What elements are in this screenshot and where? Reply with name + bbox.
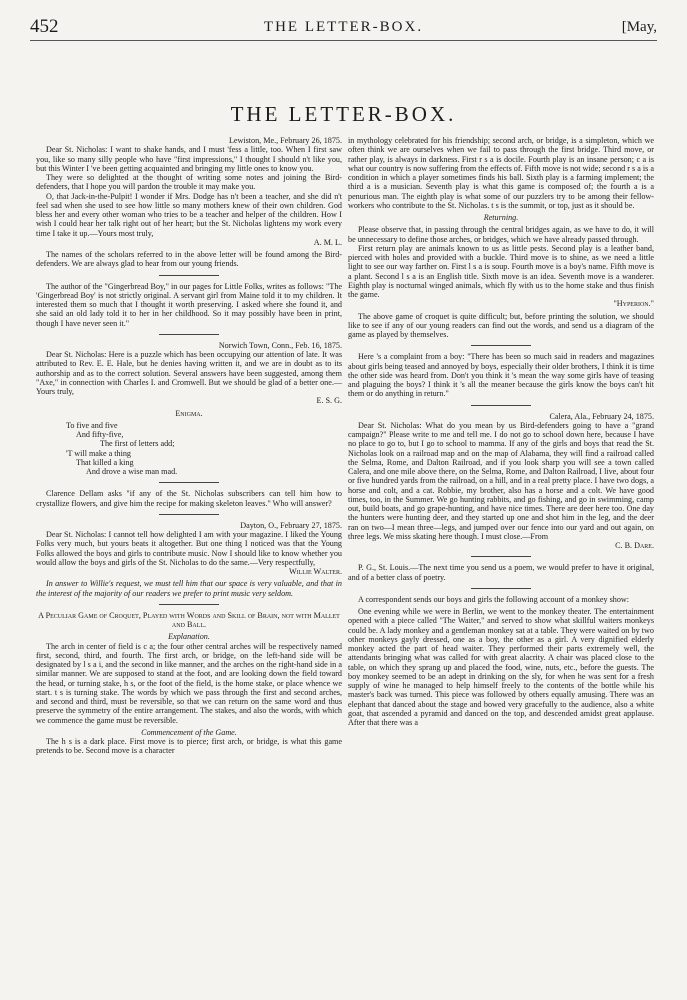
left-column: [36, 136, 342, 756]
separator-rule: [471, 345, 531, 346]
paragraph: P. G., St. Louis.—The next time you send us a poem, we would prefer to have it original, and of a better class of poetry.: [348, 563, 654, 582]
poem-line: To five and five: [66, 420, 118, 430]
letter-signature: "Hyperion.": [613, 299, 654, 309]
right-column: [348, 136, 654, 727]
separator-rule: [471, 405, 531, 406]
paragraph: Dear St. Nicholas: What do you mean by us Bird-defenders going to have a "grand campaign?" Please write to me and tell me. I do not go to school down here, because I have no place to go to, but I go to school to mamma. If any of the girls and boys that read the St. Nicholas look on a railroad map and on the map of Alabama, they will find a railroad called the Selma, Rome, and Dalton Railroad, and if you look sharp you will see a town called Calera, and one mile above there, on the Selma, Rome, and Dalton Railroad, I live, about four or five hundred yards from the railroad, on a hill, and in a real pretty place. I have two dogs, a horse and colt, and a cat. Robbie, my brother, also has a horse and a colt. We have good times, too, in the Summer. We go hunting rabbits, and go fishing, and go in swimming, camp out, build boats, and go grape-hunting, and have nice times. There are deer here too. One day the hunters were hunting deer, and they started up one and shot him in the leg, and the deer ran on two—I mean three—legs, and jumped over our fence into our yard and out again, on three legs. We miss skating here though. I must close.—From: [348, 420, 654, 541]
separator-rule: [471, 588, 531, 589]
paragraph: First return play are animals known to us as little pests. Second play is a leather band, pierced with holes and provided with a buckle. Third move is to shine, as we need a little light to see our way farther on. First l s a is soup. Fourth move is a boy's name. Fifth move is a plant. Second l s a is an English title. Sixth move is an idea. Seventh move is a wanderer. Eighth play is nocturnal winged animals, which fly with us to the home stake and thus finish the game.: [348, 243, 654, 299]
separator-rule: [159, 604, 219, 605]
paragraph: The arch in center of field is c a; the four other central arches will be respectively named first, second, third, and fourth. The first arch, or bridge, on the left-hand side will be designated by l s a i, and the second in like manner, and the arches on the right-hand side in a similar manner. We are supposed to stand at the foot, and are looking down the field toward the head, or turning stake, h s, or the foot of the field, is the home stake, or place whence we start. t s is turning stake. The words by which we pass through the first and second arches, and second and third, must be reversible, so that we can return on the same word and thus preserve the symmetry of the entire arrangement. The stakes, and also the words, with which we commence the game must be reversible.: [36, 641, 342, 725]
poem-line: The first of letters add;: [100, 439, 175, 449]
paragraph: Here 's a complaint from a boy: "There has been so much said in readers and magazines about girls being teased and annoyed by boys, especially their older brothers, I think it is time the other side was heard from. Don't you think it 's mean the way some girls have of teasing and plaguing the boys? I think it 's all the meaner because the girls know the boys can't hit them or do anything in return.": [348, 352, 654, 399]
running-header: [30, 14, 657, 41]
subheading: Returning.: [483, 213, 519, 222]
paragraph: The above game of croquet is quite difficult; but, before printing the solution, we should like to see if any of our young readers can find out the words, and send us a diagram of the game as played by themselves.: [348, 311, 654, 339]
croquet-heading: A Peculiar Game of Croquet, Played with Words and Skill of Brain, not with Mallet and Ball.: [38, 610, 340, 629]
letter-signature: Willie Walter.: [288, 567, 342, 576]
separator-rule: [159, 275, 219, 276]
separator-rule: [159, 514, 219, 515]
paragraph: One evening while we were in Berlin, we went to the monkey theater. The entertainment opened with a piece called "The Waiter," and served to show what skillful waiters monkeys could be. A lady monkey and a gentleman monkey sat at a table. They were waited on by two other monkeys gayly dressed, one as a boy, the other as a girl. A very dignified elderly monkey acted the part of head waiter. They performed their parts extremely well, the attendants bringing what was called for with great alacrity. A chair was placed close to the table, on which they sprang up and placed the food, wine, nuts, etc., before the guests. The boy monkey seemed to be an adept in drinking on the sly, for when he was sent for a fresh supply of wine he managed to help himself freely to the contents of the bottle while his master's back was turned. This piece was followed by others equally amusing. There was an elephant that danced about the stage and bowed very gracefully to the audience, also a white goat, that ascended a pyramid and danced on the top, and descended amidst great applause. After that there was a: [348, 607, 654, 727]
paragraph: Clarence Dellam asks "if any of the St. Nicholas subscribers can tell him how to crystallize flowers, and give him the recipe for making skeleton leaves." Who will answer?: [36, 489, 342, 508]
letter-dateline: Lewiston, Me., February 26, 1875.: [228, 136, 342, 145]
section-title: THE LETTER-BOX.: [230, 102, 457, 126]
letter-dateline: Norwich Town, Conn., Feb. 16, 1875.: [218, 340, 342, 350]
issue-month: [May,: [621, 19, 657, 35]
page-number: 452: [30, 16, 59, 37]
subheading: Commencement of the Game.: [141, 727, 237, 737]
paragraph: Dear St. Nicholas: Here is a puzzle which has been occupying our attention of late. It was attributed to Rev. E. E. Hale, but he denies having written it, and we are in doubt as to its authorship and as to the correct solution. Several answers have been suggested, among them "Axe," in connection with Charles I. and Cromwell. But we should be glad of a better one.—Yours truly,: [36, 350, 342, 396]
paragraph: A correspondent sends our boys and girls the following account of a monkey show:: [358, 594, 630, 604]
paragraph: Dear St. Nicholas: I cannot tell how delighted I am with your magazine. I liked the Young Folks very much, but yours beats it altogether. But one thing I noticed was that the Young Folks allowed the boys and girls to contribute music. Now I should like to know whether you would allow the boys and girls of the St. Nicholas to do the same.—Very respectfully,: [36, 530, 342, 567]
enigma-poem: [66, 421, 342, 477]
paragraph: O, that Jack-in-the-Pulpit! I wonder if Mrs. Dodge has n't been a teacher, and she did n't feel sad when she used to see how little so many mothers knew of their own children. God bless her and every other woman who tries to be a teacher and helper of the children. How I wish I could hear her talk right out of her heart; but the St. Nicholas lightens my work every time I take it up.—Yours most truly,: [36, 191, 342, 238]
poem-line: And fifty-five,: [76, 430, 124, 439]
paragraph: In answer to Willie's request, we must tell him that our space is very valuable, and that in the interest of the majority of our readers we prefer to print music very seldom.: [36, 579, 342, 598]
letter-signature: E. S. G.: [316, 396, 342, 406]
paragraph: The h s is a dark place. First move is to pierce; first arch, or bridge, is what this game pretends to be. Second move is a character: [36, 737, 342, 756]
paragraph: Dear St. Nicholas: I want to shake hands, and I must 'fess a little, too. When I first saw you, like so many silly people who have "first impressions," I thought I should n't like you, but this Winter I 've been getting acquainted and bringing my little ones to know you.: [36, 145, 342, 173]
paragraph: They were so delighted at the thought of writing some notes and joining the Bird-defenders, that I hope you will pardon the trouble it may make you.: [36, 173, 342, 192]
paragraph: Please observe that, in passing through the central bridges again, as we have to do, it will be unnecessary to define those arches, or bridges, which we have already passed through.: [348, 225, 654, 244]
separator-rule: [159, 334, 219, 335]
separator-rule: [471, 556, 531, 557]
poem-line: 'T will make a thing: [66, 448, 131, 458]
separator-rule: [159, 482, 219, 483]
poem-line: That killed a king: [76, 457, 134, 467]
subheading: Explanation.: [168, 632, 210, 642]
paragraph: in mythology celebrated for his friendship; second arch, or bridge, is a simpleton, which we often think we are ourselves when we fail to pass through the first bridge. Third move, or rather play, is always in darkness. First r s a is docile. Fourth play is an insane person; c a is what our country is now suffering from the effects of. Fifth move is not wide; second r s a is a condition in which a player sometimes finds his ball. Sixth play is a farming implement; the third a is a musician. Seventh play is what this game is composed of; the fourth a is a penurious man. The eighth play is what some of our puzzlers try to be among their fellow-workers who contribute to the St. Nicholas. t s is the summit, or top, just as it should be.: [348, 136, 654, 210]
letter-dateline: Calera, Ala., February 24, 1875.: [549, 411, 654, 421]
running-title: THE LETTER-BOX.: [263, 19, 424, 35]
letter-dateline: Dayton, O., February 27, 1875.: [240, 520, 342, 530]
paragraph: The author of the "Gingerbread Boy," in our pages for Little Folks, writes as follows: "The 'Gingerbread Boy' is not strictly original. A servant girl from Maine told it to my children. It interested them so much that I thought it worth preserving. I asked where she found it, and she said an old lady told it to her in her childhood. So it may possibly have been in print, though I have never seen it.": [36, 281, 342, 328]
letter-signature: A. M. L.: [313, 237, 342, 247]
poem-line: And drove a wise man mad.: [86, 467, 178, 476]
enigma-heading: Enigma.: [175, 408, 203, 418]
letter-signature: C. B. Dare.: [615, 541, 654, 550]
paragraph: The names of the scholars referred to in the above letter will be found among the Bird-defenders. We are always glad to hear from our young friends.: [36, 250, 342, 269]
